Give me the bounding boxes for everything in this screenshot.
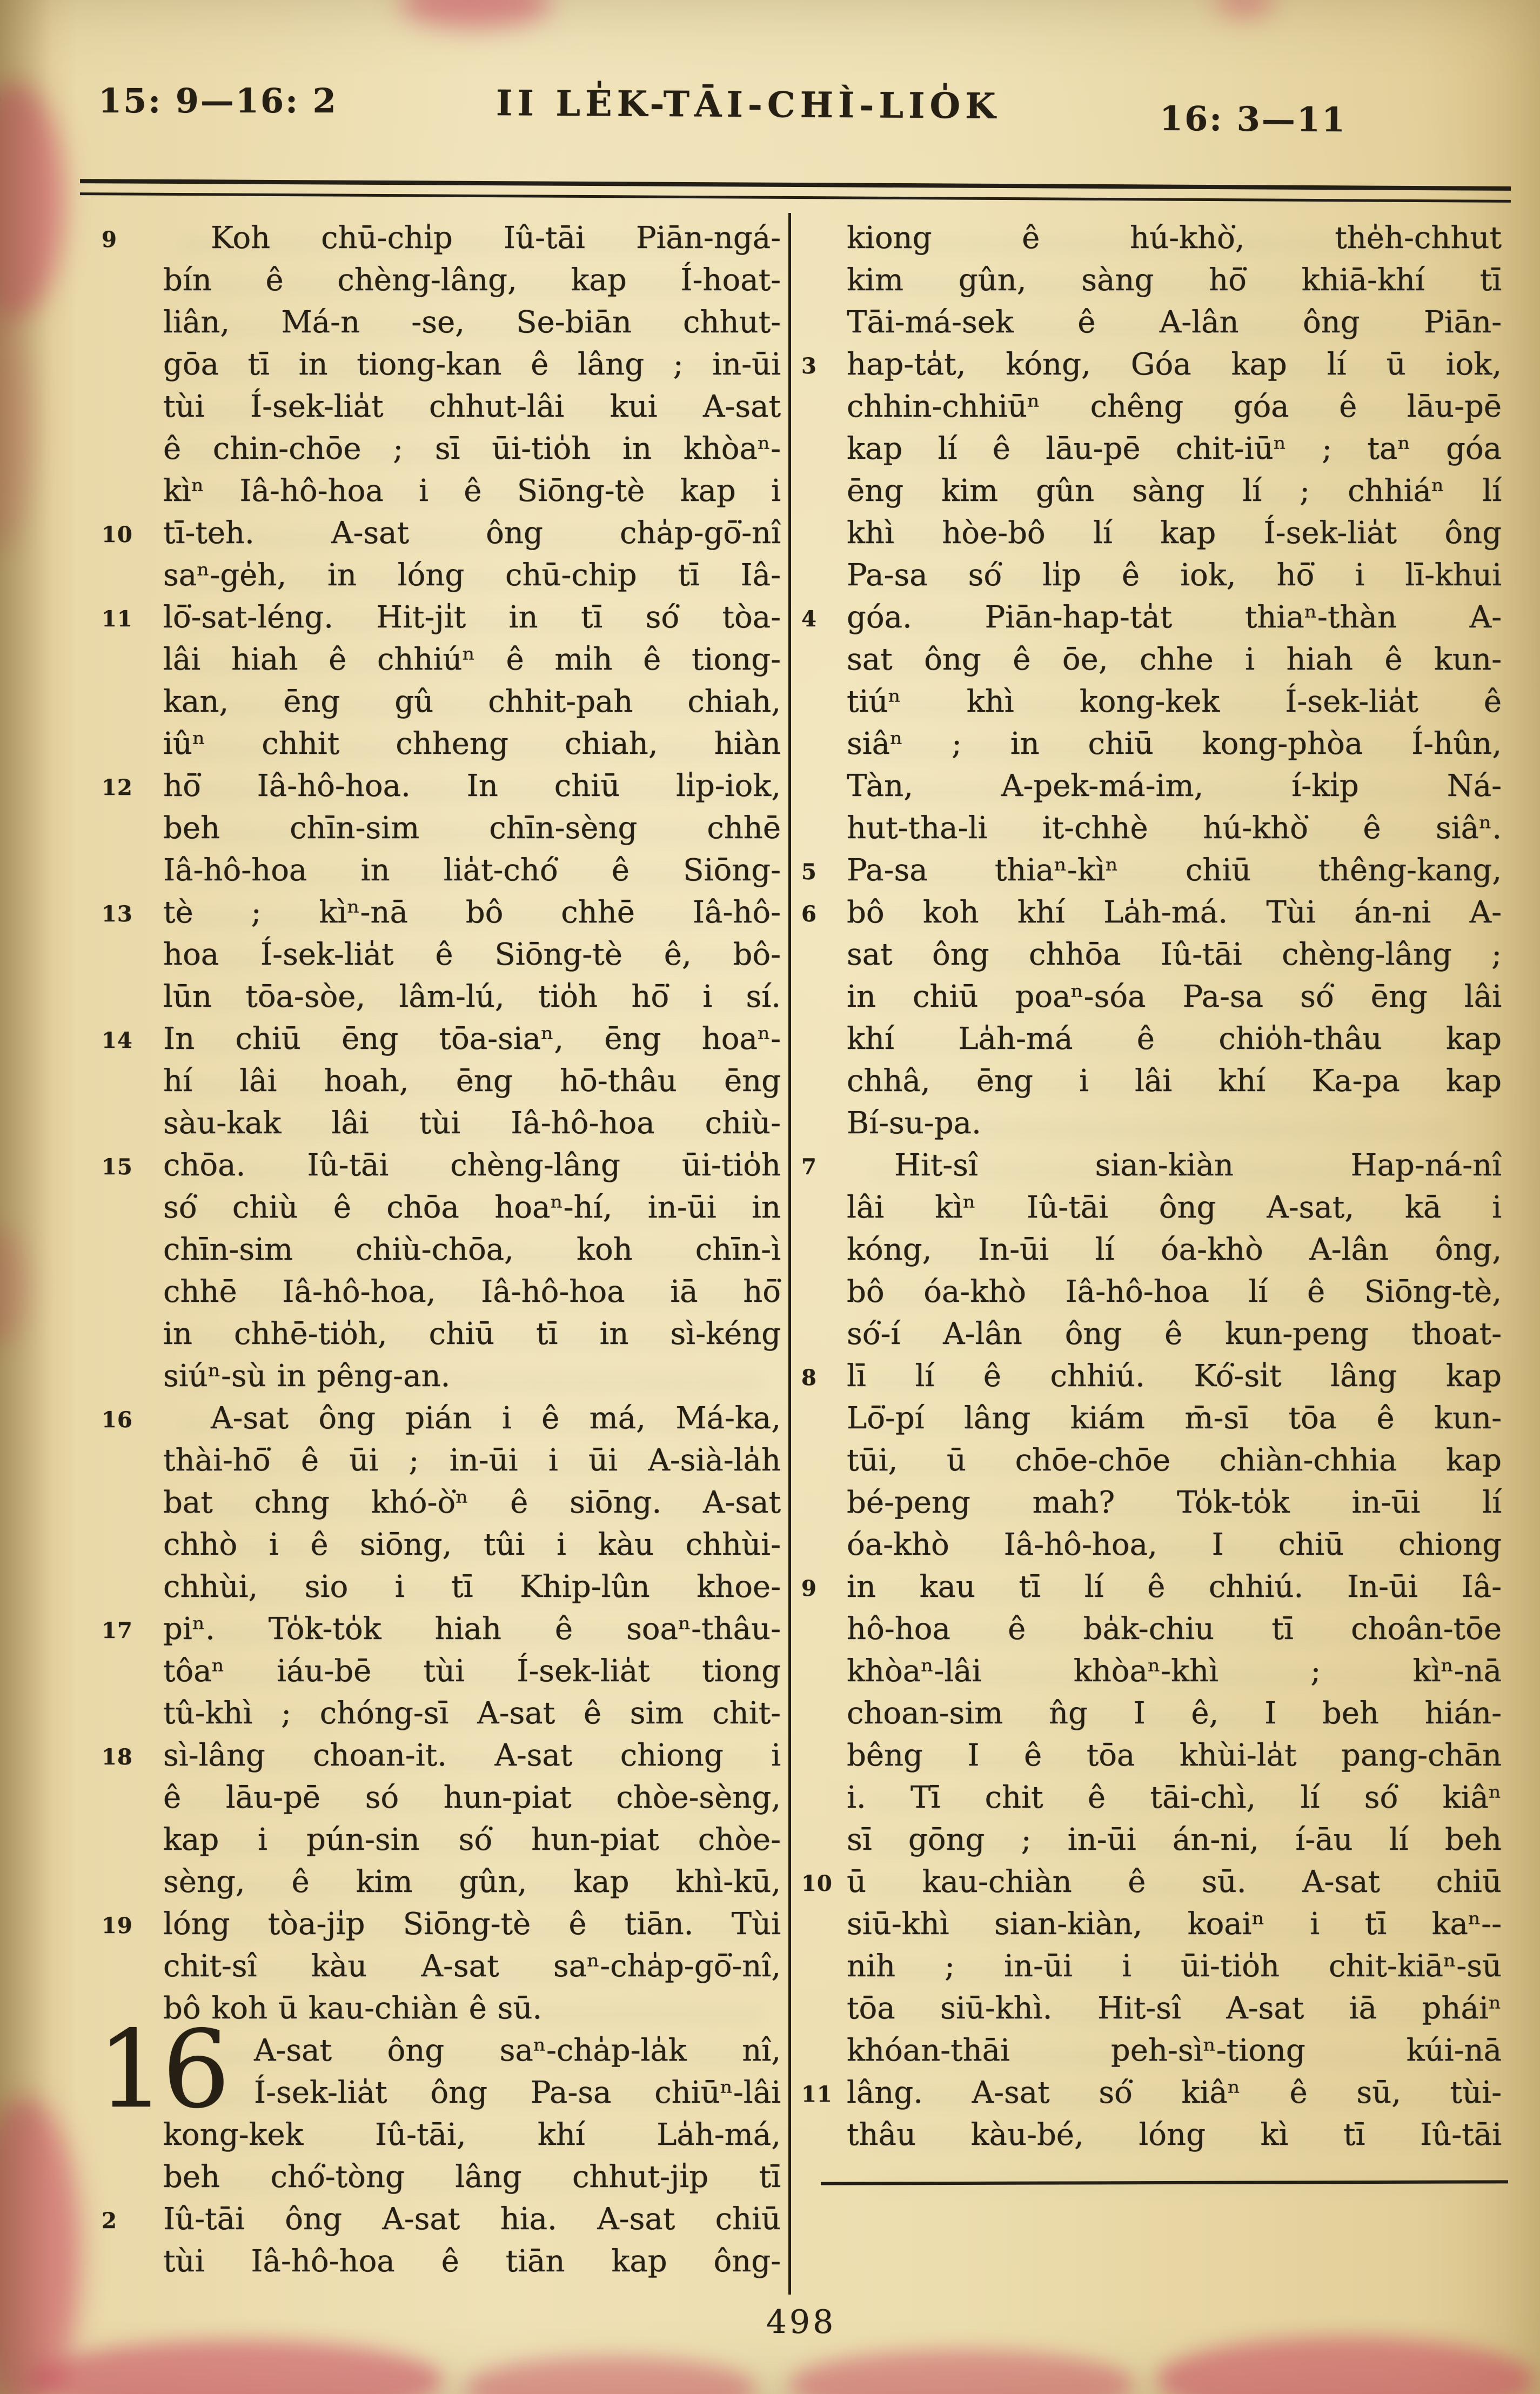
text-line [254,2072,781,2114]
line-text: tôaⁿ iáu-bē tùi Í-sek-lia̍t tiong [163,1654,781,1689]
text-line [163,1945,781,1988]
verse-number: 10 [801,1871,833,1896]
verse-number: 2 [102,2208,117,2233]
dye-stain [32,2340,443,2394]
verse-number: 17 [102,1618,133,1643]
text-line [163,723,781,765]
dye-stain [1156,2337,1535,2394]
line-text: chōa. Iû-tāi chèng-lâng ūi-tio̍h [163,1148,781,1183]
text-line [102,892,781,934]
text-line [163,807,781,850]
text-line [847,554,1502,597]
page-number: 498 [766,2303,836,2341]
line-text: A-sat ông saⁿ-cha̍p-la̍k nî, [254,2033,781,2068]
line-text: lâi kìⁿ Iû-tāi ông A-sat, kā i [847,1190,1502,1225]
text-line [801,344,1502,386]
text-line [163,934,781,976]
line-text: bêng I ê tōa khùi-la̍t pang-chān [847,1738,1502,1773]
line-text: ê chin-chōe ; sī ūi-tio̍h in khòaⁿ- [163,431,781,466]
line-text: kìⁿ Iâ-hô-hoa i ê Siōng-tè kap i [163,473,781,509]
text-line [163,428,781,470]
line-text: beh chīn-sim chīn-sèng chhē [163,811,781,846]
line-text: Bí-su-pa. [847,1106,981,1141]
dye-stain [400,0,551,28]
text-line [847,512,1502,554]
dye-stain [1215,0,1274,17]
text-line [163,1819,781,1861]
verse-number: 13 [102,901,133,927]
verse-number: 18 [102,1744,133,1770]
text-line [163,344,781,386]
line-text: hoa Í-sek-lia̍t ê Siōng-tè ê, bô- [163,937,781,972]
text-line [102,1145,781,1187]
line-text: kiong ê hú-khò͘, the̍h-chhut [847,220,1502,256]
text-line [847,1524,1502,1566]
text-line [847,302,1502,344]
text-line [847,1608,1502,1650]
dye-stain [0,81,65,319]
line-text: góa. Piān-hap-ta̍t thiaⁿ-thàn A- [847,600,1502,635]
line-text: bat chng khó-ò͘ⁿ ê siōng. A-sat [163,1485,781,1520]
text-line [163,2241,781,2283]
verse-number: 8 [801,1365,817,1390]
text-line [801,2072,1502,2114]
verse-number: 12 [102,775,133,800]
verse-number: 4 [801,606,817,632]
text-line [163,302,781,344]
line-text: choan-sim n̂g I ê, I beh hián- [847,1696,1502,1731]
dye-stain [0,1227,27,1346]
line-text: kap lí ê lāu-pē chit-iūⁿ ; taⁿ góa [847,431,1502,466]
text-line [847,1777,1502,1819]
line-text: kan, ēng gû chhit-pah chiah, [163,684,781,719]
verse-number: 14 [102,1028,133,1053]
text-line [847,1819,1502,1861]
line-text: tiúⁿ khì kong-kek Í-sek-lia̍t ê [847,684,1502,719]
line-text: siū-khì sian-kiàn, koaiⁿ i tī kaⁿ-- [847,1907,1502,1942]
line-text: só͘-í A-lân ông ê kun-peng thoat- [847,1316,1502,1352]
text-line [102,1608,781,1650]
line-text: A-sat ông pián i ê má, Má-ka, [211,1401,781,1436]
verse-number: 7 [801,1154,817,1180]
text-line [801,850,1502,892]
text-line [801,892,1502,934]
text-line [847,1988,1502,2030]
line-text: saⁿ-ge̍h, in lóng chū-chip tī Iâ- [163,558,781,593]
verse-number: 3 [801,353,817,379]
line-text: sèng, ê kim gûn, kap khì-kū, [163,1864,781,1900]
verse-number: 16 [102,1407,133,1433]
line-text: lī lí ê chhiú. Kó͘-si̍t lâng kap [847,1359,1502,1394]
text-line [847,217,1502,259]
line-text: kóng, In-ūi lí óa-khò A-lân ông, [847,1232,1502,1267]
text-line [163,1102,781,1145]
text-line [163,1060,781,1102]
verse-number: 19 [102,1913,133,1938]
verse-number: 11 [102,606,133,632]
dye-stain [465,2356,756,2394]
text-line [801,1861,1502,1903]
line-text: bé-peng mah? To̍k-to̍k in-ūi lí [847,1485,1502,1520]
verse-number: 9 [102,227,117,252]
line-text: siúⁿ-sù in pêng-an. [163,1359,451,1394]
text-line [847,2030,1502,2072]
text-line [847,1271,1502,1313]
text-line [163,1187,781,1229]
line-text: kong-kek Iû-tāi, khí La̍h-má, [163,2117,781,2152]
line-text: ēng kim gûn sàng lí ; chhiáⁿ lí [847,473,1502,509]
verse-number: 9 [801,1576,817,1601]
text-line [163,1988,781,2030]
line-text: chhin-chhiūⁿ chêng góa ê lāu-pē [847,389,1502,424]
line-text: óa-khò Iâ-hô-hoa, I chiū chiong [847,1527,1502,1562]
text-line [163,1650,781,1693]
line-text: i. Tī chit ê tāi-chì, lí só͘ kiâⁿ [847,1780,1502,1815]
text-line [847,1060,1502,1102]
text-line [102,217,781,259]
line-text: sat ông ê ōe, chhe i hiah ê kun- [847,642,1502,677]
text-line [847,1945,1502,1988]
text-line [163,1566,781,1608]
line-text: in kau tī lí ê chhiú. In-ūi Iâ- [847,1569,1502,1604]
line-text: tû-khì ; chóng-sī A-sat ê sim chit- [163,1696,781,1731]
text-line [847,1229,1502,1271]
text-line [163,1440,781,1482]
line-text: chhâ, ēng i lâi khí Ka-pa kap [847,1064,1502,1099]
line-text: in chhē-tio̍h, chiū tī in sì-kéng [163,1316,781,1352]
text-line [847,765,1502,807]
line-text: bín ê chèng-lâng, kap Í-hoat- [163,263,781,298]
header-verse-range-right: 16: 3—11 [1159,98,1347,140]
line-text: kim gûn, sàng hō͘ khiā-khí tī [847,263,1502,298]
line-text: ū kau-chiàn ê sū. A-sat chiū [847,1864,1502,1900]
line-text: só͘ chiù ê chōa hoaⁿ-hí, in-ūi in [163,1190,781,1225]
line-text: tùi Í-sek-lia̍t chhut-lâi kui A-sat [163,389,781,424]
line-text: Iâ-hô-hoa in lia̍t-chó͘ ê Siōng- [163,853,781,888]
text-line [163,681,781,723]
line-text: thài-hō͘ ê ūi ; in-ūi i ūi A-sià-la̍h [163,1443,781,1478]
verse-number: 6 [801,901,817,927]
line-text: Iû-tāi ông A-sat hia. A-sat chiū [163,2202,781,2237]
text-line [801,1566,1502,1608]
line-text: tōa siū-khì. Hit-sî A-sat iā pháiⁿ [847,1991,1502,2026]
line-text: siâⁿ ; in chiū kong-phòa Í-hûn, [847,726,1502,761]
line-text: sat ông chhōa Iû-tāi chèng-lâng ; [847,937,1502,972]
line-text: chhò i ê siōng, tûi i kàu chhùi- [163,1527,781,1562]
text-line [163,976,781,1018]
text-line [847,1440,1502,1482]
line-text: hí lâi hoah, ēng hō-thâu ēng [163,1064,781,1099]
line-text: khì hòe-bô lí kap Í-sek-lia̍t ông [847,516,1502,551]
header-double-rule [80,179,1511,203]
text-line [847,934,1502,976]
dye-stain [789,2350,1135,2394]
line-text: tūi, ū chōe-chōe chiàn-chhia kap [847,1443,1502,1478]
line-text: Pa-sa thiaⁿ-kìⁿ chiū thêng-kang, [847,853,1502,888]
line-text: hō͘ Iâ-hô-hoa. In chiū li̍p-iok, [163,768,781,804]
line-text: bô óa-khò Iâ-hô-hoa lí ê Siōng-tè, [847,1274,1502,1309]
text-line [847,428,1502,470]
verse-number: 10 [102,522,133,547]
verse-lines [102,217,781,2030]
line-text: chit-sî kàu A-sat saⁿ-cha̍p-gō͘-nî, [163,1949,781,1984]
line-text: gōa tī in tiong-kan ê lâng ; in-ūi [163,347,781,382]
text-line [254,2030,781,2072]
right-column [801,217,1502,2219]
line-text: beh chó͘-tòng lâng chhut-ji̍p tī [163,2159,781,2195]
text-line [847,386,1502,428]
line-text: in chiū poaⁿ-sóa Pa-sa só͘ ēng lâi [847,979,1502,1014]
text-line [163,1693,781,1735]
verse-lines [801,217,1502,2156]
text-line [163,639,781,681]
verse-number: 11 [801,2082,833,2107]
line-text: tè ; kìⁿ-nā bô chhē Iâ-hô- [163,895,781,930]
text-line [847,1397,1502,1440]
line-text: thâu kàu-bé, lóng kì tī Iû-tāi [847,2117,1502,2152]
line-text: Tāi-má-sek ê A-lân ông Piān- [847,305,1502,340]
text-line [163,1777,781,1819]
line-text: ê lāu-pē só hun-piat chòe-sèng, [163,1780,781,1815]
text-line [847,1313,1502,1355]
text-line [847,259,1502,302]
text-line [102,765,781,807]
text-line [847,1018,1502,1060]
text-line [847,1650,1502,1693]
text-line [163,850,781,892]
text-line [163,1524,781,1566]
line-text: khí La̍h-má ê chio̍h-thâu kap [847,1021,1502,1056]
line-text: Lō͘-pí lâng kiám m̄-sī tōa ê kun- [847,1401,1502,1436]
text-line [801,597,1502,639]
text-line [102,1397,781,1440]
text-line [847,1482,1502,1524]
text-line [847,1735,1502,1777]
text-line [102,1018,781,1060]
header-book-title: II LE̍K-TĀI-CHÌ-LIO̍K [496,83,1001,127]
text-line [847,807,1502,850]
text-line [163,1861,781,1903]
text-line [163,2114,781,2156]
line-text: iûⁿ chhit chheng chiah, hiàn [163,726,781,761]
text-line [847,639,1502,681]
text-line [163,386,781,428]
text-line [847,723,1502,765]
text-line [163,554,781,597]
text-line [163,1229,781,1271]
text-line [102,597,781,639]
text-line [847,470,1502,512]
header-verse-range-left: 15: 9—16: 2 [98,81,338,121]
left-column [97,217,781,2283]
line-text: bô koh khí La̍h-má. Tùi án-ni A- [847,895,1502,930]
line-text: piⁿ. To̍k-to̍k hiah ê soaⁿ-thâu- [163,1611,781,1647]
dye-stain [0,2097,81,2394]
text-line [847,976,1502,1018]
dye-stain [0,303,32,551]
line-text: lō͘-sat-léng. Hit-ji̍t in tī só͘ tòa- [163,600,781,635]
line-text: liân, Má-n -se, Se-biān chhut- [163,305,781,340]
text-line [847,1102,1502,1145]
text-line [163,1313,781,1355]
line-text: sī gōng ; in-ūi án-ni, í-āu lí beh [847,1822,1502,1857]
line-text: lóng tòa-ji̍p Siōng-tè ê tiān. Tùi [163,1907,781,1942]
text-line [102,512,781,554]
text-line [847,1187,1502,1229]
line-text: Hit-sî sian-kiàn Hap-ná-nî [894,1148,1502,1183]
text-line [163,1355,781,1397]
text-line [847,1693,1502,1735]
line-text: lâi hiah ê chhiúⁿ ê mi̍h ê tiong- [163,642,781,677]
line-text: Í-sek-lia̍t ông Pa-sa chiūⁿ-lâi [254,2075,781,2110]
line-text: chhē Iâ-hô-hoa, Iâ-hô-hoa iā hō͘ [163,1274,781,1309]
line-text: lâng. A-sat só͘ kiâⁿ ê sū, tùi- [847,2075,1502,2110]
line-text: Koh chū-chi̍p Iû-tāi Piān-ngá- [211,220,781,256]
text-line [847,681,1502,723]
line-text: tùi Iâ-hô-hoa ê tiān kap ông- [163,2244,781,2279]
text-line [163,470,781,512]
text-line [847,1903,1502,1945]
line-text: bô koh ū kau-chiàn ê sū. [163,1991,543,2026]
line-text: hut-tha-li it-chhè hú-khò͘ ê siâⁿ. [847,811,1502,846]
text-line [801,1355,1502,1397]
verse-number: 5 [801,859,817,885]
footnote-rule [821,2180,1508,2185]
line-text: hap-ta̍t, kóng, Góa kap lí ū iok, [847,347,1502,382]
text-line [847,2114,1502,2156]
chapter-number: 16 [97,2007,227,2132]
text-line [163,1482,781,1524]
line-text: sì-lâng choan-it. A-sat chiong i [163,1738,781,1773]
line-text: Tàn, A-pek-má-im, í-ki̍p Ná- [847,768,1502,804]
line-text: nih ; in-ūi i ūi-tio̍h chit-kiāⁿ-sū [847,1949,1502,1984]
text-line [163,2156,781,2198]
line-text: lūn tōa-sòe, lâm-lú, tio̍h hō͘ i sí. [163,979,781,1014]
line-text: khóan-thāi peh-sìⁿ-tiong kúi-nā [847,2033,1502,2068]
text-line [102,1903,781,1945]
text-line [163,259,781,302]
line-text: chhùi, sio i tī Khip-lûn khoe- [163,1569,781,1604]
line-text: Pa-sa só͘ li̍p ê iok, hō͘ i lī-khui [847,558,1502,593]
line-text: In chiū ēng tōa-siaⁿ, ēng hoaⁿ- [163,1021,781,1056]
line-text: tī-teh. A-sat ông cha̍p-gō͘-nî [163,516,781,551]
line-text: hô-hoa ê ba̍k-chiu tī choân-tōe [847,1611,1502,1647]
line-text: kap i pún-sin só͘ hun-piat chòe- [163,1822,781,1857]
text-line [102,1735,781,1777]
text-line [163,1271,781,1313]
verse-number: 15 [102,1154,133,1180]
column-divider [788,213,791,2295]
gutter-shadow [0,0,51,2394]
text-line [102,2198,781,2241]
line-text: chīn-sim chiù-chōa, koh chīn-ì [163,1232,781,1267]
line-text: sàu-kak lâi tùi Iâ-hô-hoa chiù- [163,1106,781,1141]
line-text: khòaⁿ-lâi khòaⁿ-khì ; kìⁿ-nā [847,1654,1502,1689]
text-line [801,1145,1502,1187]
